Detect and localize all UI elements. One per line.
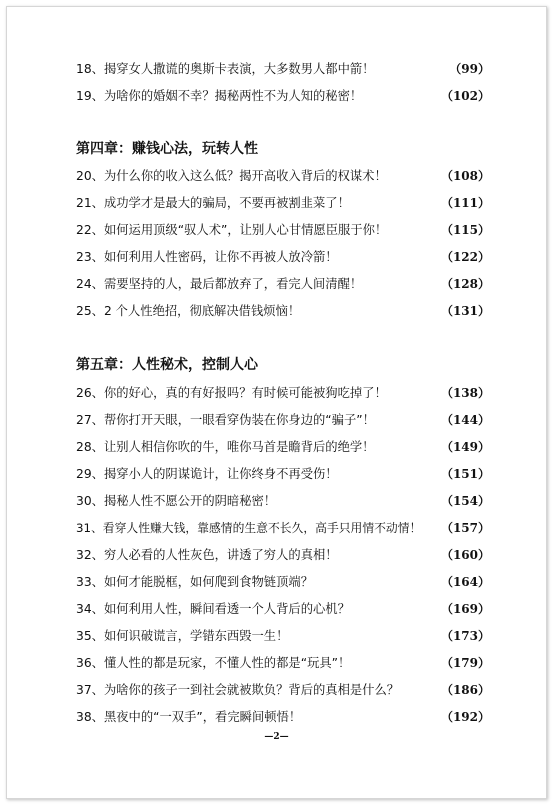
toc-entry[interactable] (76, 463, 490, 483)
toc-entry-title: 25、2 个人性绝招，彻底解决借钱烦恼！ (76, 304, 301, 318)
toc-entry[interactable] (76, 382, 490, 402)
toc-entry-page: （192） (440, 709, 490, 724)
chapter-heading: 第四章：赚钱心法，玩转人性 (76, 141, 258, 157)
toc-entry-page: （154） (440, 493, 490, 508)
toc-entry-title: 30、揭秘人性不愿公开的阴暗秘密！ (76, 494, 277, 508)
toc-entry[interactable] (76, 246, 490, 266)
toc-entry-title: 34、如何利用人性，瞬间看透一个人背后的心机？ (76, 602, 350, 616)
toc-entry[interactable] (76, 409, 490, 429)
toc-entry-page: （186） (440, 682, 490, 697)
toc-entry-page: （115） (440, 222, 490, 237)
toc-entry[interactable] (76, 679, 490, 699)
toc-entry-title: 37、为啥你的孩子一到社会就被欺负？背后的真相是什么？ (76, 683, 400, 697)
toc-entry[interactable] (76, 58, 490, 78)
toc-entry-title: 35、如何识破谎言，学错东西毁一生！ (76, 629, 289, 643)
toc-entry[interactable] (76, 300, 490, 320)
toc-entry[interactable] (76, 706, 490, 726)
toc-entry[interactable] (76, 85, 490, 105)
toc-entry-title: 33、如何才能脱框，如何爬到食物链顶端？ (76, 575, 313, 589)
toc-entry-title: 27、帮你打开天眼，一眼看穿伪装在你身边的“骗子”！ (76, 413, 375, 427)
toc-entry-title: 18、揭穿女人撒谎的奥斯卡表演，大多数男人都中箭！ (76, 62, 375, 76)
toc-entry-page: （108） (440, 168, 490, 183)
toc-entry[interactable] (76, 490, 490, 510)
toc-entry-page: （138） (440, 385, 490, 400)
toc-entry[interactable] (76, 517, 490, 537)
toc-entry[interactable] (76, 598, 490, 618)
chapter-heading: 第五章：人性秘术，控制人心 (76, 357, 258, 373)
toc-entry-page: （122） (440, 249, 490, 264)
toc-entry-page: （99） (449, 61, 490, 76)
toc-entry[interactable] (76, 625, 490, 645)
toc-entry[interactable] (76, 544, 490, 564)
toc-entry-title: 26、你的好心，真的有好报吗？有时候可能被狗吃掉了！ (76, 386, 387, 400)
toc-entry-title: 28、让别人相信你吹的牛，唯你马首是瞻背后的绝学！ (76, 440, 375, 454)
toc-entry[interactable] (76, 436, 490, 456)
toc-entry[interactable] (76, 652, 490, 672)
toc-entry-page: （111） (440, 195, 490, 210)
toc-entry-title: 20、为什么你的收入这么低？揭开高收入背后的权谋术！ (76, 169, 387, 183)
toc-entry-page: （151） (440, 466, 490, 481)
toc-entry-page: （149） (440, 439, 490, 454)
toc-entry[interactable] (76, 219, 490, 239)
toc-entry-title: 36、懂人性的都是玩家，不懂人性的都是“玩具”！ (76, 656, 351, 670)
toc-entry-title: 21、成功学才是最大的骗局，不要再被割韭菜了！ (76, 196, 350, 210)
toc-entry-title: 29、揭穿小人的阴谋诡计，让你终身不再受伤！ (76, 467, 338, 481)
toc-entry-page: （144） (440, 412, 490, 427)
toc-entry-page: （173） (440, 628, 490, 643)
page-number: —2— (264, 732, 289, 742)
toc-entry-title: 38、黑夜中的“一双手”，看完瞬间顿悟！ (76, 710, 302, 724)
toc-entry-page: （131） (440, 303, 490, 318)
toc-entry[interactable] (76, 192, 490, 212)
toc-entry-title: 24、需要坚持的人，最后都放弃了，看完人间清醒！ (76, 277, 363, 291)
toc-entry-page: （169） (440, 601, 490, 616)
toc-entry-page: （128） (440, 276, 490, 291)
toc-entry[interactable] (76, 571, 490, 591)
toc-entry-title: 19、为啥你的婚姻不幸？揭秘两性不为人知的秘密！ (76, 89, 363, 103)
toc-entry-page: （102） (440, 88, 490, 103)
toc-entry-page: （179） (440, 655, 490, 670)
toc-entry-title: 22、如何运用顶级“驭人术”，让别人心甘情愿臣服于你！ (76, 223, 388, 237)
toc-entry-page: （160） (440, 547, 490, 562)
toc-entry-title: 23、如何利用人性密码，让你不再被人放冷箭！ (76, 250, 338, 264)
toc-entry-page: （157） (440, 520, 490, 535)
toc-entry-title: 32、穷人必看的人性灰色，讲透了穷人的真相！ (76, 548, 338, 562)
toc-entry[interactable] (76, 165, 490, 185)
toc-entry-title: 31、看穿人性赚大钱，靠感情的生意不长久，高手只用情不动情！ (76, 520, 422, 535)
toc-entry-page: （164） (440, 574, 490, 589)
toc-entry[interactable] (76, 273, 490, 293)
